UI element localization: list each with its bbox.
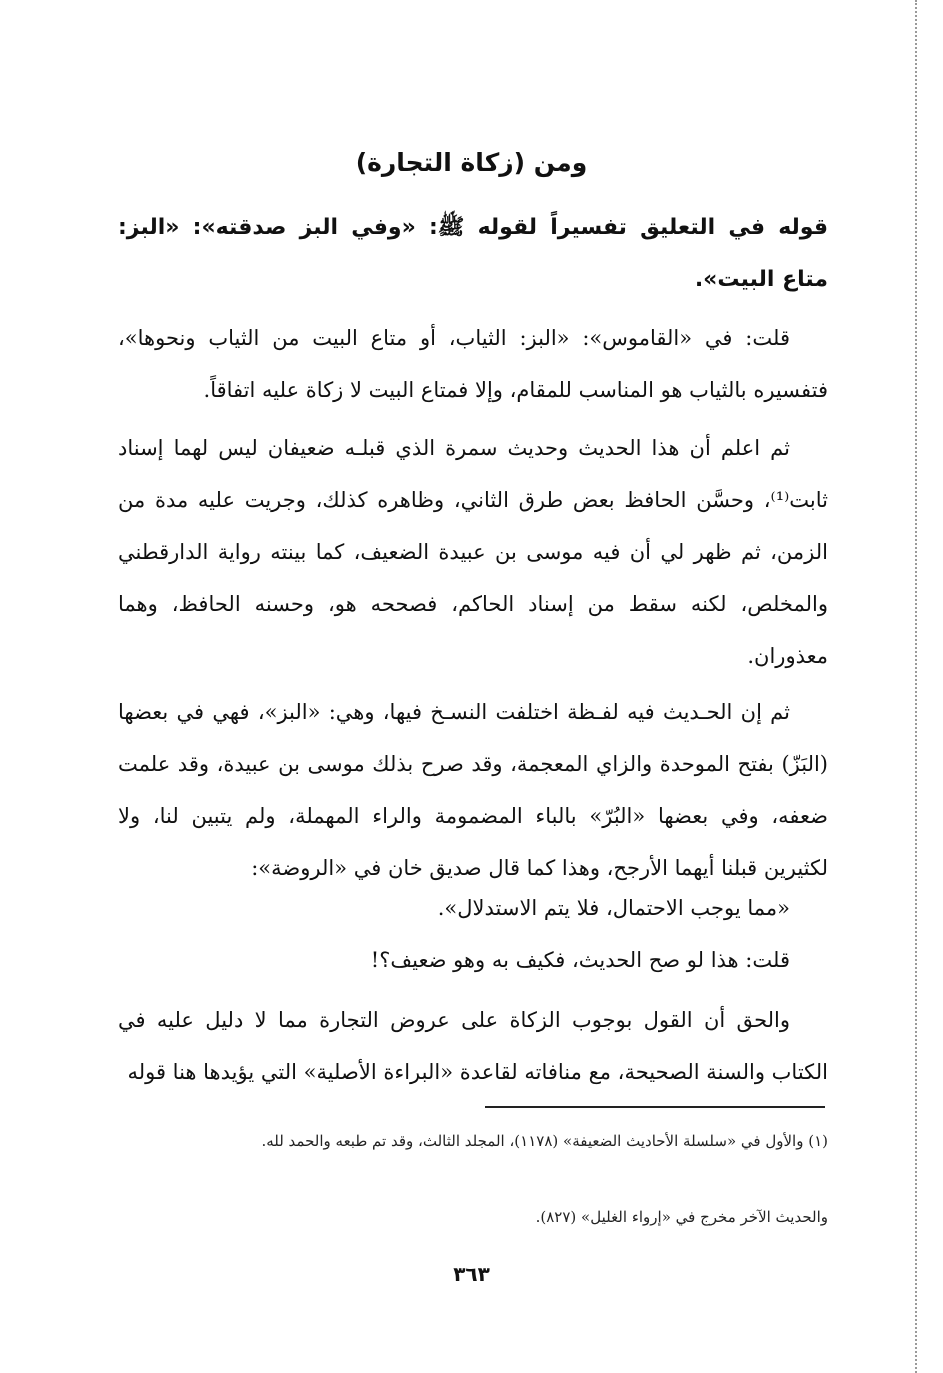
page-number: ٣٦٣ xyxy=(453,1262,490,1286)
paragraph-qamus: قلت: في «القاموس»: «البز: الثياب، أو متاع البيت من الثياب ونحوها»، فتفسيره بالثياب هو المناسب للمقام، وإلا فمتاع البيت لا زكاة عليه اتفاقاً. xyxy=(118,326,828,402)
footnote-divider xyxy=(485,1106,825,1108)
paragraph-lafza: ثم إن الحـديث فيه لفـظة اختلفت النسـخ فيها، وهي: «البز»، فهي في بعضها (البَزّ) بفتح الموحدة والزاي المعجمة، وقد صرح بذلك موسى بن عبيدة، وقد علمت ضعفه، وفي بعضها «البُرّ» بالباء المضمومة والراء المهملة، ولم يتبين لنا، ولا لكثيرين قبلنا أيهما الأرجح، وهذا كما قال صديق خان في «الروضة»: xyxy=(118,700,828,880)
section-heading: ومن (زكاة التجارة) xyxy=(355,148,588,177)
paragraph-qultu: قلت: هذا لو صح الحديث، فكيف به وهو ضعيف؟! xyxy=(370,948,790,972)
footnote-1: (١) والأول في «سلسلة الأحاديث الضعيفة» (١١٧٨)، المجلد الثالث، وقد تم طبعه والحمد لله. xyxy=(261,1132,828,1150)
intro-quote: قوله في التعليق تفسيراً لقوله ﷺ: «وفي البز صدقته»: «البز: متاع البيت». xyxy=(118,215,828,292)
paragraph-isnad: ثم اعلم أن هذا الحديث وحديث سمرة الذي قبلـه ضعيفان ليس لهما إسناد ثابت⁽¹⁾، وحسَّن الحافظ بعض طرق الثاني، وظاهره كذلك، وجريت عليه مدة من الزمن، ثم ظهر لي أن فيه موسى بن عبيدة الضعيف، كما بينته رواية الدارقطني والمخلص، لكنه سقط من إسناد الحاكم، فصححه هو، وحسنه الحافظ، وهما معذوران. xyxy=(118,436,828,668)
binding-edge xyxy=(911,0,917,1373)
quote-rawda: «مما يوجب الاحتمال، فلا يتم الاستدلال». xyxy=(437,896,790,920)
paragraph-haqq: والحق أن القول بوجوب الزكاة على عروض التجارة مما لا دليل عليه في الكتاب والسنة الصحيحة، مع منافاته لقاعدة «البراءة الأصلية» التي يؤيدها هنا قوله xyxy=(118,1008,828,1084)
footnote-2: والحديث الآخر مخرج في «إرواء الغليل» (٨٢٧). xyxy=(535,1208,828,1226)
